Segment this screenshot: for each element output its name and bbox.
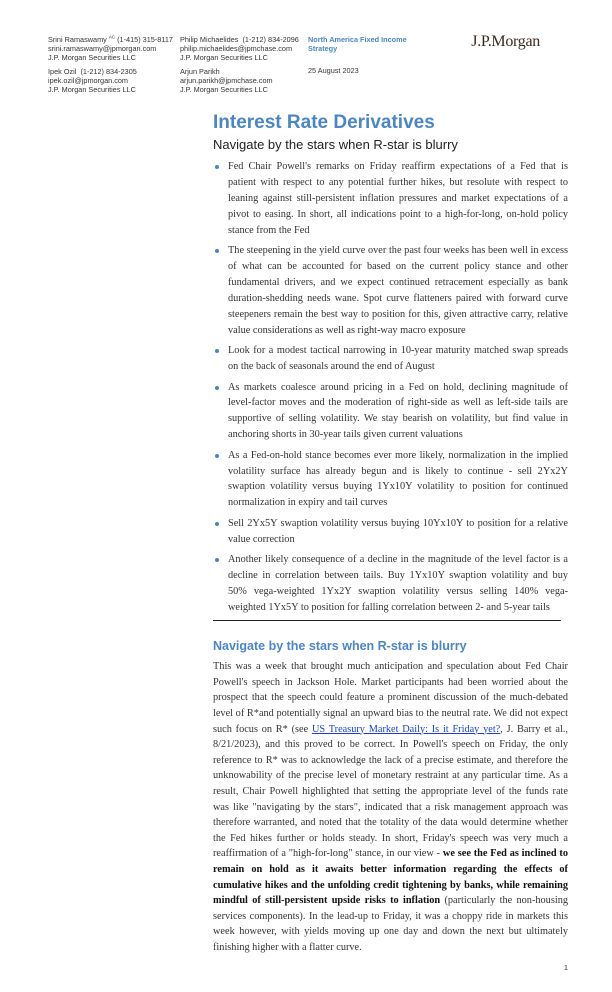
author-column-2 xyxy=(180,35,304,98)
paragraph-text: (particularly the non-housing services components). In the lead-up to Friday, it was a choppy ride in markets this week however, with yields moving up one day and down the next but ultimately finishing higher with a flatter curve. xyxy=(213,895,568,953)
author-phone: (1-415) 315-8117 xyxy=(117,35,173,44)
section-heading: Navigate by the stars when R-star is blurry xyxy=(213,639,467,654)
bullet-icon xyxy=(215,558,219,562)
analyst-cert-mark: AC xyxy=(108,34,116,40)
bullet-text: Fed Chair Powell's remarks on Friday reaffirm expectations of a Fed that is patient with respect to any potential further hikes, but resolute with respect to leaning against still-persistent inflation pressures and market expectations of a pivot to easing. In short, all indications point to a high-for-long, on-hold policy stance from the Fed xyxy=(228,161,568,236)
page-header xyxy=(0,0,540,98)
bullet-text: Another likely consequence of a decline in the magnitude of the level factor is a decline in correlation between tails. Buy 1Yx10Y swaption volatility and buy 50% vega-weighted 1Yx2Y swaption volatility versus selling 140% vega-weighted 1Yx5Y to position for falling correlation between 2- and 5-year tails xyxy=(228,554,568,613)
list-item xyxy=(213,243,568,338)
list-item xyxy=(213,343,568,375)
bold-emphasis: we see the Fed as inclined to remain on hold as it awaits better information regarding the effects of cumulative hikes and the unfolding credit tightening by banks, while remaining mindful of still-persistent upside risks to inflation xyxy=(213,848,568,907)
paragraph-text: , J. Barry et al., 8/21/2023), and this proved to be correct. In Powell's speech on Friday, the only reference to R* was to acknowledge the lack of a precise estimate, and therefore the unknowability of the precise level of monetary restraint at any particular time. As a result, Chair Powell highlighted that setting the appropriate level of the funds rate was like "navigating by the stars", indicated that a risk management approach was therefore warranted, and noted that the totality of the data would determine whether the Fed hikes further or holds steady. In short, Friday's speech was very much a reaffirmation of a "high-for-long" stance, in our view - xyxy=(213,723,568,860)
bullet-text: Sell 2Yx5Y swaption volatility versus buying 10Yx10Y to position for a relative value correction xyxy=(228,517,568,545)
paragraph-text: This was a week that brought much anticipation and speculation about Fed Chair Powell's speech in Jackson Hole. Market participants had been worried about the prospect that the speech could feature a prominent discussion of the much-debated level of R*and potentially signal an upward bias to the neutral rate. We did not expect such focus on R* (see xyxy=(213,661,568,735)
divider xyxy=(213,620,561,621)
bullet-icon xyxy=(215,522,219,526)
bullet-text: The steepening in the yield curve over the past four weeks has been well in excess of what can be accounted for based on the current policy stance and other fundamental drivers, and we expect continued retracement especially as bank duration-shedding needs wane. Spot curve flatteners paired with forward curve steepeners remain the best way to position for this, given attractive carry, relative value considerations as well as right-way macro exposure xyxy=(228,245,568,336)
bullet-icon xyxy=(215,386,219,390)
report-link[interactable]: US Treasury Market Daily: Is it Friday yet? xyxy=(311,723,501,735)
author-phone: (1-212) 834-2305 xyxy=(80,66,137,76)
author-firm: J.P. Morgan Securities LLC xyxy=(180,53,268,63)
list-item xyxy=(213,159,568,239)
list-item xyxy=(213,516,568,548)
author-email[interactable]: ipek.ozil@jpmorgan.com xyxy=(48,75,129,85)
author-ipek xyxy=(48,67,176,95)
main-content xyxy=(213,98,568,992)
author-name: Arjun Parikh xyxy=(180,66,220,76)
page-title: Interest Rate Derivatives xyxy=(213,112,435,134)
bullet-icon xyxy=(215,454,219,458)
page-number: 1 xyxy=(563,963,568,973)
page-subtitle: Navigate by the stars when R-star is blurry xyxy=(213,137,458,153)
author-firm: J.P. Morgan Securities LLC xyxy=(180,85,268,95)
author-name: Philip Michaelides xyxy=(180,35,239,44)
report-date: 25 August 2023 xyxy=(308,66,359,76)
author-name: Srini Ramaswamy xyxy=(48,35,107,44)
list-item xyxy=(213,380,568,444)
author-email[interactable]: arjun.parikh@jpmchase.com xyxy=(180,75,273,85)
author-column-1 xyxy=(48,35,176,98)
bullet-icon xyxy=(215,249,219,253)
author-name: Ipek Ozil xyxy=(48,66,77,76)
list-item xyxy=(213,448,568,512)
bullet-icon xyxy=(215,349,219,353)
author-phone: (1-212) 834-2096 xyxy=(242,35,299,44)
jpmorgan-logo: J.P.Morgan xyxy=(471,33,540,50)
author-philip xyxy=(180,35,304,63)
department-label: North America Fixed Income Strategy xyxy=(308,35,407,54)
report-meta xyxy=(308,35,428,76)
author-email[interactable]: srini.ramaswamy@jpmorgan.com xyxy=(48,44,157,54)
author-arjun xyxy=(180,67,304,95)
key-points-list xyxy=(213,159,568,615)
author-firm: J.P. Morgan Securities LLC xyxy=(48,85,136,95)
list-item xyxy=(213,552,568,616)
bullet-icon xyxy=(215,165,219,169)
bullet-text: As a Fed-on-hold stance becomes ever more likely, normalization in the implied volatility surface has already begun and is likely to continue - sell 2Yx2Y swaption volatility versus buying 1Yx10Y volatility to position for continued normalization in expiry and tail curves xyxy=(228,449,568,509)
author-firm: J.P. Morgan Securities LLC xyxy=(48,53,136,63)
bullet-text: As markets coalesce around pricing in a Fed on hold, declining magnitude of level-factor moves and the moderation of right-side as well as left-side tails are supportive of selling volatility. We stay bearish on volatility, but find value in anchoring shorts in 30-year tails given current valuations xyxy=(228,381,568,441)
author-email[interactable]: philip.michaelides@jpmchase.com xyxy=(180,44,293,54)
body-paragraph xyxy=(213,659,568,955)
bullet-text: Look for a modest tactical narrowing in 10-year maturity matched swap spreads on the back of seasonals around the end of August xyxy=(228,345,568,373)
author-srini xyxy=(48,35,176,63)
